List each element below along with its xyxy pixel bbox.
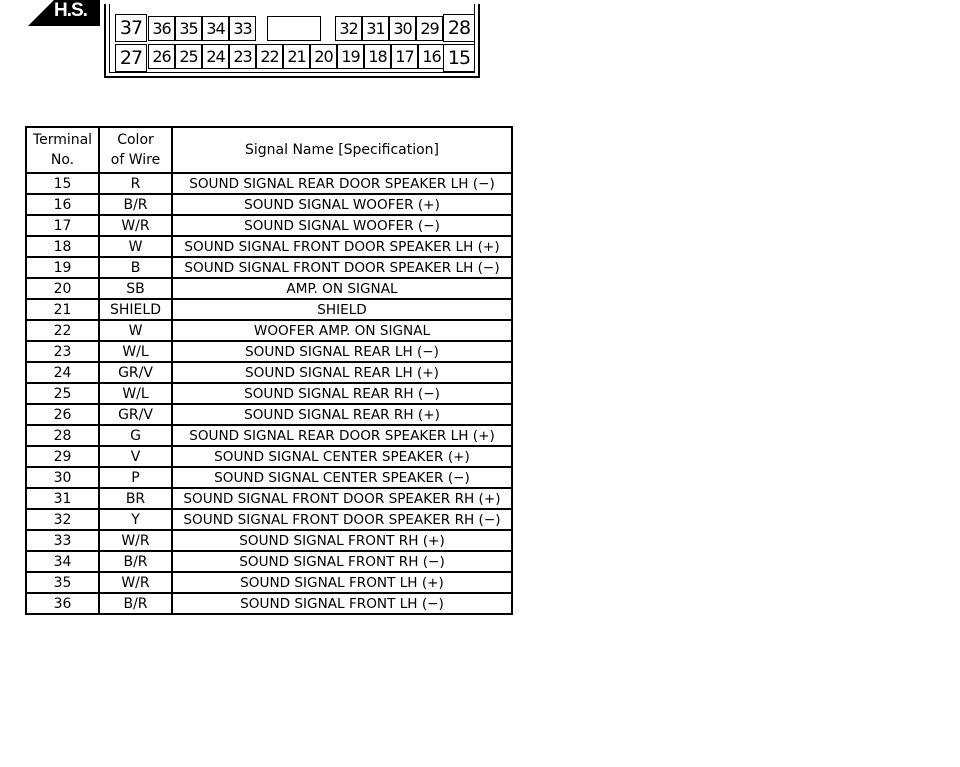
terminal-cell: 19	[26, 257, 99, 278]
connector-pin-30: 30	[389, 16, 416, 41]
connector-pin-16: 16	[418, 44, 445, 69]
terminal-cell: 24	[26, 362, 99, 383]
signal-name-cell: SOUND SIGNAL FRONT DOOR SPEAKER RH (−)	[172, 509, 512, 530]
connector-pin-35: 35	[175, 16, 202, 41]
connector-pin-29: 29	[416, 16, 443, 41]
terminal-table	[25, 126, 513, 615]
table-row	[26, 194, 512, 215]
header-terminal-line2: No.	[50, 152, 75, 168]
wire-color-cell: W/R	[99, 215, 172, 236]
terminal-cell: 28	[26, 425, 99, 446]
table-row	[26, 383, 512, 404]
table-row	[26, 551, 512, 572]
wire-color-cell: SHIELD	[99, 299, 172, 320]
header-terminal-line1: Terminal	[32, 132, 93, 148]
wire-color-cell: BR	[99, 488, 172, 509]
wire-color-cell: B	[99, 257, 172, 278]
connector-pin-24: 24	[202, 44, 229, 69]
signal-name-cell: WOOFER AMP. ON SIGNAL	[172, 320, 512, 341]
connector-pin-32: 32	[335, 16, 362, 41]
connector-pin-36: 36	[148, 16, 175, 41]
table-row	[26, 593, 512, 614]
terminal-cell: 18	[26, 236, 99, 257]
table-body	[26, 173, 512, 614]
connector-pin-34: 34	[202, 16, 229, 41]
table-row	[26, 320, 512, 341]
terminal-cell: 17	[26, 215, 99, 236]
signal-name-cell: SOUND SIGNAL FRONT DOOR SPEAKER LH (−)	[172, 257, 512, 278]
signal-name-cell: SOUND SIGNAL WOOFER (−)	[172, 215, 512, 236]
hs-badge-label: H.S.	[54, 0, 87, 21]
signal-name-cell: SOUND SIGNAL FRONT DOOR SPEAKER RH (+)	[172, 488, 512, 509]
table-row	[26, 173, 512, 194]
connector-pin-33: 33	[229, 16, 256, 41]
connector-pin-18: 18	[364, 44, 391, 69]
table-row	[26, 425, 512, 446]
connector-pin-15: 15	[443, 44, 475, 72]
wire-color-cell: B/R	[99, 194, 172, 215]
signal-name-cell: SOUND SIGNAL REAR RH (−)	[172, 383, 512, 404]
signal-name-cell: SOUND SIGNAL REAR DOOR SPEAKER LH (+)	[172, 425, 512, 446]
terminal-cell: 21	[26, 299, 99, 320]
wire-color-cell: P	[99, 467, 172, 488]
signal-name-cell: SOUND SIGNAL CENTER SPEAKER (+)	[172, 446, 512, 467]
terminal-cell: 15	[26, 173, 99, 194]
signal-name-cell: SOUND SIGNAL CENTER SPEAKER (−)	[172, 467, 512, 488]
wire-color-cell: W/R	[99, 530, 172, 551]
terminal-cell: 36	[26, 593, 99, 614]
wire-color-cell: GR/V	[99, 362, 172, 383]
table-row	[26, 467, 512, 488]
terminal-cell: 16	[26, 194, 99, 215]
connector-pin-20: 20	[310, 44, 337, 69]
terminal-cell: 26	[26, 404, 99, 425]
connector-pin-23: 23	[229, 44, 256, 69]
signal-name-cell: SOUND SIGNAL FRONT LH (+)	[172, 572, 512, 593]
connector-blank-cavity	[267, 16, 321, 41]
header-terminal-no	[26, 127, 99, 173]
table-row	[26, 236, 512, 257]
terminal-cell: 34	[26, 551, 99, 572]
signal-name-cell: SOUND SIGNAL FRONT LH (−)	[172, 593, 512, 614]
table-row	[26, 278, 512, 299]
table-row	[26, 362, 512, 383]
terminal-cell: 23	[26, 341, 99, 362]
connector-diagram	[104, 4, 484, 82]
wire-color-cell: GR/V	[99, 404, 172, 425]
connector-pin-17: 17	[391, 44, 418, 69]
header-signal-name: Signal Name [Specification]	[172, 127, 512, 173]
header-color-line2: of Wire	[110, 152, 161, 168]
terminal-cell: 31	[26, 488, 99, 509]
wire-color-cell: B/R	[99, 551, 172, 572]
terminal-cell: 29	[26, 446, 99, 467]
table-row	[26, 257, 512, 278]
wire-color-cell: W	[99, 320, 172, 341]
terminal-cell: 30	[26, 467, 99, 488]
wire-color-cell: W/R	[99, 572, 172, 593]
table-row	[26, 530, 512, 551]
wire-color-cell: Y	[99, 509, 172, 530]
signal-name-cell: AMP. ON SIGNAL	[172, 278, 512, 299]
signal-name-cell: SOUND SIGNAL WOOFER (+)	[172, 194, 512, 215]
table-row	[26, 572, 512, 593]
wire-color-cell: B/R	[99, 593, 172, 614]
table-row	[26, 488, 512, 509]
table-row	[26, 299, 512, 320]
table-row	[26, 404, 512, 425]
wire-color-cell: W/L	[99, 341, 172, 362]
signal-name-cell: SOUND SIGNAL FRONT RH (+)	[172, 530, 512, 551]
wire-color-cell: SB	[99, 278, 172, 299]
wire-color-cell: W/L	[99, 383, 172, 404]
connector-pin-22: 22	[256, 44, 283, 69]
wire-color-cell: V	[99, 446, 172, 467]
terminal-cell: 35	[26, 572, 99, 593]
table-row	[26, 215, 512, 236]
signal-name-cell: SOUND SIGNAL REAR LH (−)	[172, 341, 512, 362]
signal-name-cell: SHIELD	[172, 299, 512, 320]
terminal-cell: 33	[26, 530, 99, 551]
connector-pin-27: 27	[115, 44, 147, 72]
signal-name-cell: SOUND SIGNAL REAR RH (+)	[172, 404, 512, 425]
header-color-line1: Color	[117, 132, 154, 148]
hs-badge	[28, 0, 100, 26]
wire-color-cell: W	[99, 236, 172, 257]
wire-color-cell: G	[99, 425, 172, 446]
connector-pin-25: 25	[175, 44, 202, 69]
connector-pin-28: 28	[443, 14, 475, 42]
table-row	[26, 509, 512, 530]
terminal-cell: 22	[26, 320, 99, 341]
connector-pin-19: 19	[337, 44, 364, 69]
terminal-cell: 32	[26, 509, 99, 530]
table-header-row	[26, 127, 512, 173]
header-color-of-wire	[99, 127, 172, 173]
connector-pin-31: 31	[362, 16, 389, 41]
signal-name-cell: SOUND SIGNAL FRONT RH (−)	[172, 551, 512, 572]
terminal-cell: 25	[26, 383, 99, 404]
signal-name-cell: SOUND SIGNAL REAR LH (+)	[172, 362, 512, 383]
table-row	[26, 341, 512, 362]
connector-pin-37: 37	[115, 14, 147, 42]
wire-color-cell: R	[99, 173, 172, 194]
signal-name-cell: SOUND SIGNAL FRONT DOOR SPEAKER LH (+)	[172, 236, 512, 257]
connector-pin-21: 21	[283, 44, 310, 69]
connector-pin-26: 26	[148, 44, 175, 69]
terminal-cell: 20	[26, 278, 99, 299]
signal-name-cell: SOUND SIGNAL REAR DOOR SPEAKER LH (−)	[172, 173, 512, 194]
table-row	[26, 446, 512, 467]
